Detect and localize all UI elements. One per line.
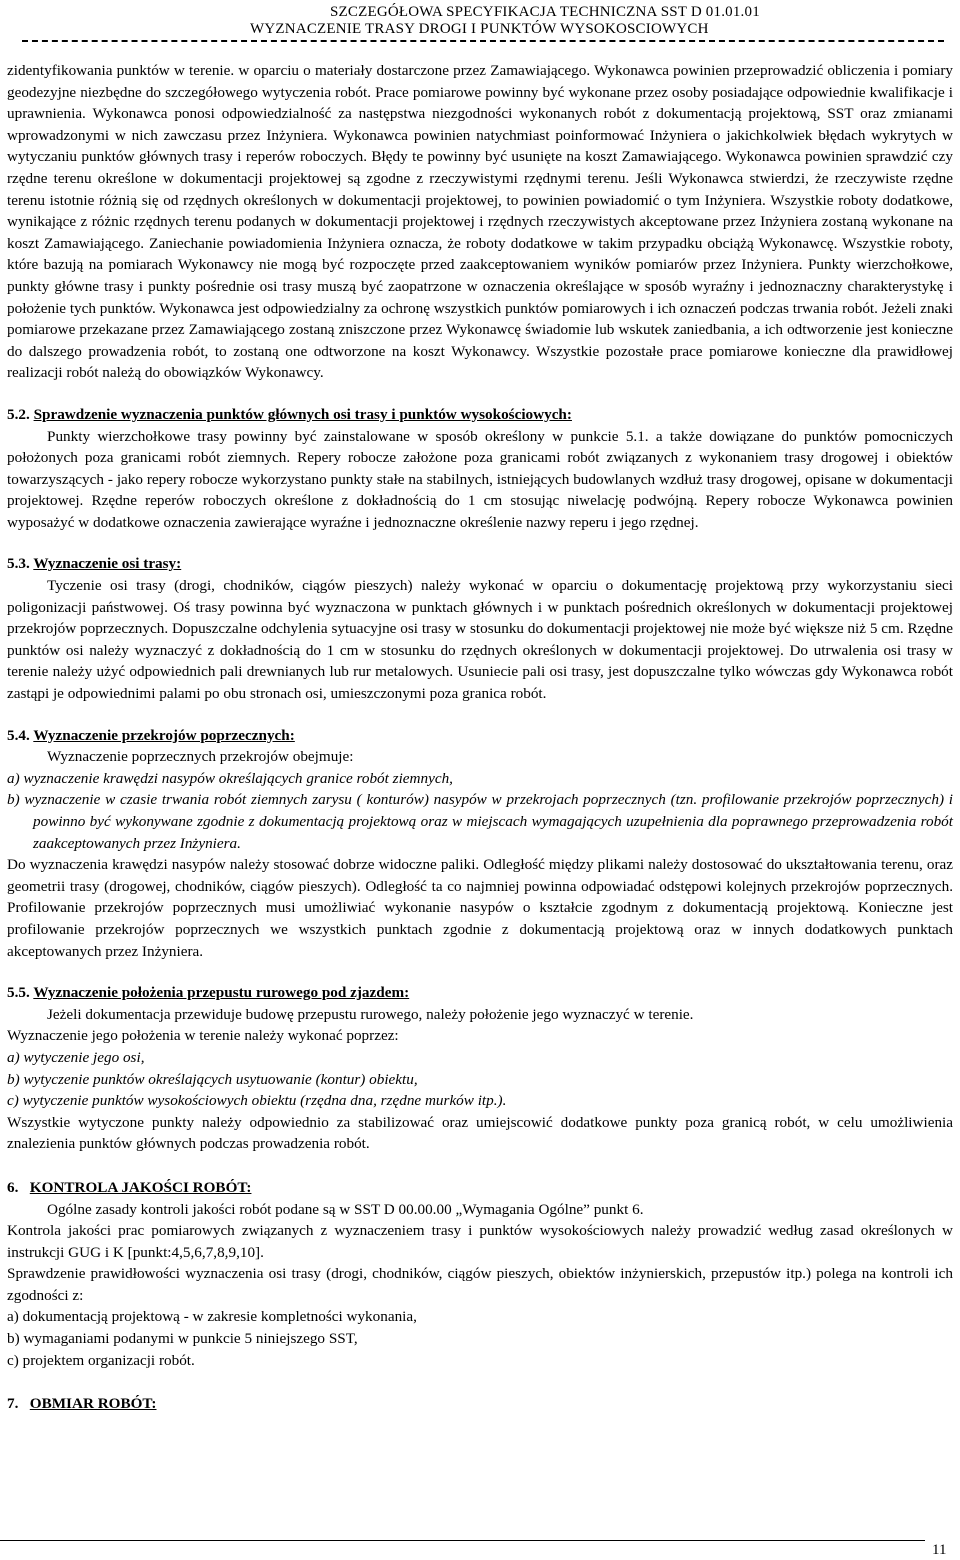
header-section-title: WYZNACZENIE TRASY DROGI I PUNKTÓW WYSOKOSCIOWYCH (250, 21, 709, 37)
section-5-4-item-a: a) wyznaczenie krawędzi nasypów określających granice robót ziemnych, (7, 769, 453, 787)
section-5-4-text: Do wyznaczenia krawędzi nasypów należy stosować dobrze widoczne paliki. Odległość między plikami należy dostosować do ukształtowania terenu, oraz geometrii trasy (drogowej, chodników, ciągów pieszych). Odległość ta co najmniej powinna odpowiadać odstępowi kolejnych przekrojów poprzecznych. Profilowanie przekrojów poprzecznych musi umożliwiać wykonanie nasypów o kształcie zgodnym z dokumentacją projektową. Konieczne jest profilowanie przekrojów poprzecznych we wszystkich punktach zgodnie z dokumentacją projektową oraz w innych dodatkowych punktach akceptowanych przez Inżyniera. (7, 856, 953, 960)
section-5-3-text: Tyczenie osi trasy (drogi, chodników, ciągów pieszych) należy wykonać w oparciu o dokumentację projektową przy wykorzystaniu sieci poligonizacji państwowej. Oś trasy powinna być wyznaczona w punktach głównych i w punktach pośrednich określonych w dokumentacji projektowej przekrojów poprzecznych. Dopuszczalne odchylenia sytuacyjne osi trasy w stosunku do dokumentacji projektowej nie może być większe niż 5 cm. Rzędne punktów osi należy wyznaczyć z dokładnością do 1 cm w stosunku do rzędnych określonych w dokumentacji projektowej. Do utrwalenia osi trasy w terenie należy użyć odpowiednich pali drewnianych lub rur metalowych. Usuniecie pali osi trasy, jest dopuszczalne tylko wówczas gdy Wykonawca robót zastąpi je odpowiednimi palami po obu stronach osi, umieszczonymi poza granica robót. (7, 577, 953, 703)
section-number: 5.2. (7, 405, 30, 423)
section-5-4-lead: Wyznaczenie poprzecznych przekrojów obejmuje: (47, 748, 354, 766)
section-6-heading (7, 1177, 953, 1199)
header-divider (22, 40, 944, 42)
section-6-paragraph-2: Sprawdzenie prawidłowości wyznaczenia osi trasy (drogi, chodników, ciągów pieszych, obiektów inżynierskich, przepustów itp.) polega na kontroli ich zgodności z: (7, 1265, 953, 1304)
header-spec-title: SZCZEGÓŁOWA SPECYFIKACJA TECHNICZNA SST D 01.01.01 (330, 4, 760, 20)
section-5-5-heading (7, 982, 953, 1004)
section-6-lead: Ogólne zasady kontroli jakości robót podane są w SST D 00.00.00 „Wymagania Ogólne” punkt 6. (47, 1200, 644, 1218)
section-title: KONTROLA JAKOŚCI ROBÓT: (29, 1178, 252, 1196)
document-body (7, 60, 953, 1415)
page-header (0, 4, 960, 38)
section-title: OBMIAR ROBÓT: (29, 1395, 157, 1413)
section-5-2-text: Punkty wierzchołkowe trasy powinny być zainstalowane w sposób określony w punkcie 5.1. a także dowiązane do punktów pomocniczych położonych poza granicami robót ziemnych. Repery robocze założone poza granicami robót związanych z wykonaniem trasy drogowej i obiektów towarzyszących - jako repery robocze wykorzystano punkty stałe na stabilnych, istniejących budowlanych wzdłuż trasy drogowej, opisane w dokumentacji projektowej. Rzędne reperów roboczych określone z dokładnością do 1 cm stosując niwelację podwójną. Repery robocze Wykonawca powinien wyposażyć w dodatkowe oznaczenia zawierające wyraźne i jednoznaczne określenie nazwy reperu i jego rzędnej. (7, 427, 953, 531)
section-6-item-c: c) projektem organizacji robót. (7, 1351, 195, 1369)
section-5-2-heading (7, 404, 953, 426)
section-number: 6. (7, 1178, 19, 1196)
section-number: 5.4. (7, 726, 30, 744)
section-5-5-item-b: b) wytyczenie punktów określających usytuowanie (kontur) obiektu, (7, 1070, 418, 1088)
section-5-4-item-b: b) wyznaczenie w czasie trwania robót ziemnych zarysu ( konturów) nasypów w przekrojach poprzecznych (tzn. profilowanie przekrojów poprzecznych) i powinno być wykonywane zgodnie z dokumentacją projektową oraz w miejscach wymagających uzupełnienia dla poprawnego przeprowadzenia robót zaakceptowanych przez Inżyniera. (7, 791, 953, 852)
section-5-4-heading (7, 725, 953, 747)
section-number: 5.3. (7, 555, 30, 573)
section-title: Wyznaczenie przekrojów poprzecznych: (33, 726, 295, 744)
section-title: Sprawdzenie wyznaczenia punktów głównych osi trasy i punktów wysokościowych: (33, 405, 572, 423)
section-6-paragraph-1: Kontrola jakości prac pomiarowych związanych z wyznaczeniem trasy i punktów wysokościowych należy prowadzić według zasad określonych w instrukcji GUG i K [punkt:4,5,6,7,8,9,10]. (7, 1222, 953, 1261)
section-6-item-b: b) wymaganiami podanymi w punkcie 5 niniejszego SST, (7, 1330, 358, 1348)
section-5-3-heading (7, 553, 953, 575)
section-5-5-item-a: a) wytyczenie jego osi, (7, 1048, 145, 1066)
section-7-heading (7, 1393, 953, 1415)
section-6-item-a: a) dokumentacją projektową - w zakresie kompletności wykonania, (7, 1308, 417, 1326)
section-5-5-item-c: c) wytyczenie punktów wysokościowych obiektu (rzędna dna, rzędne murków itp.). (7, 1092, 507, 1110)
section-number: 5.5. (7, 984, 30, 1002)
section-title: Wyznaczenie osi trasy: (33, 555, 182, 573)
section-number: 7. (7, 1395, 19, 1413)
intro-paragraph: zidentyfikowania punktów w terenie. w oparciu o materiały dostarczone przez Zamawiającego. Wykonawca powinien przeprowadzić obliczenia i pomiary geodezyjne niezbędne do szczegółowego wytyczenia robót. Prace pomiarowe powinny być wykonane przez osoby posiadające odpowiednie kwalifikacje i uprawnienia. Wykonawca ponosi odpowiedzialność za następstwa niezgodności wykonanych robót z dokumentacją projektową, SST oraz zmianami wprowadzonymi w nich zawczasu przez Inżyniera. Wykonawca powinien natychmiast poinformować Inżyniera o jakichkolwiek błędach wykrytych w wytyczaniu punktów głównych trasy i reperów roboczych. Błędy te powinny być usunięte na koszt Zamawiającego. Wykonawca powinien sprawdzić czy rzędne terenu określone w dokumentacji projektowej są zgodne z rzeczywistymi rzędnymi terenu. Jeśli Wykonawca stwierdzi, że rzeczywiste rzędne terenu istotnie różnią się od rzędnych określonych w dokumentacji projektowej, to powinien powiadomić o tym Inżyniera. Wszystkie roboty dodatkowe, wynikające z różnic rzędnych terenu podanych w dokumentacji projektowej i rzędnych rzeczywistych akceptowane przez Inżyniera zostaną wykonane na koszt Zamawiającego. Zaniechanie powiadomienia Inżyniera oznacza, że roboty dodatkowe w takim przypadku obciążą Wykonawcę. Wszystkie roboty, które bazują na pomiarach Wykonawcy nie mogą być rozpoczęte przed zaakceptowaniem wyników pomiarów przez Inżyniera. Punkty wierzchołkowe, punkty główne trasy i punkty pośrednie osi trasy muszą być zaopatrzone w oznaczenia określające w sposób wyraźny i jednoznaczny charakterystykę i położenie tych punktów. Wykonawca jest odpowiedzialny za ochronę wszystkich punktów pomiarowych i ich oznaczeń podczas trwania robót. Jeżeli znaki pomiarowe przekazane przez Zamawiającego zostaną zniszczone przez Wykonawcę świadomie lub wskutek zaniedbania, a ich odtworzenie jest konieczne do dalszego prowadzenia robót, to zostaną one odtworzone na koszt Wykonawcy. Wszystkie pozostałe prace pomiarowe konieczne dla prawidłowej realizacji robót należą do obowiązków Wykonawcy. (7, 62, 953, 382)
section-5-5-lead: Jeżeli dokumentacja przewiduje budowę przepustu rurowego, należy położenie jego wyznaczyć w terenie. (47, 1005, 694, 1023)
page-number: 11 (932, 1542, 947, 1558)
section-5-5-lead2: Wyznaczenie jego położenia w terenie należy wykonać poprzez: (7, 1027, 399, 1045)
section-title: Wyznaczenie położenia przepustu rurowego pod zjazdem: (33, 984, 410, 1002)
footer-divider (0, 1540, 925, 1541)
section-5-5-text: Wszystkie wytyczone punkty należy odpowiednio za stabilizować oraz umiejscowić dodatkowe punkty poza granicą robót, w celu umożliwienia znalezienia punktów głównych podczas prowadzenia robót. (7, 1113, 953, 1153)
